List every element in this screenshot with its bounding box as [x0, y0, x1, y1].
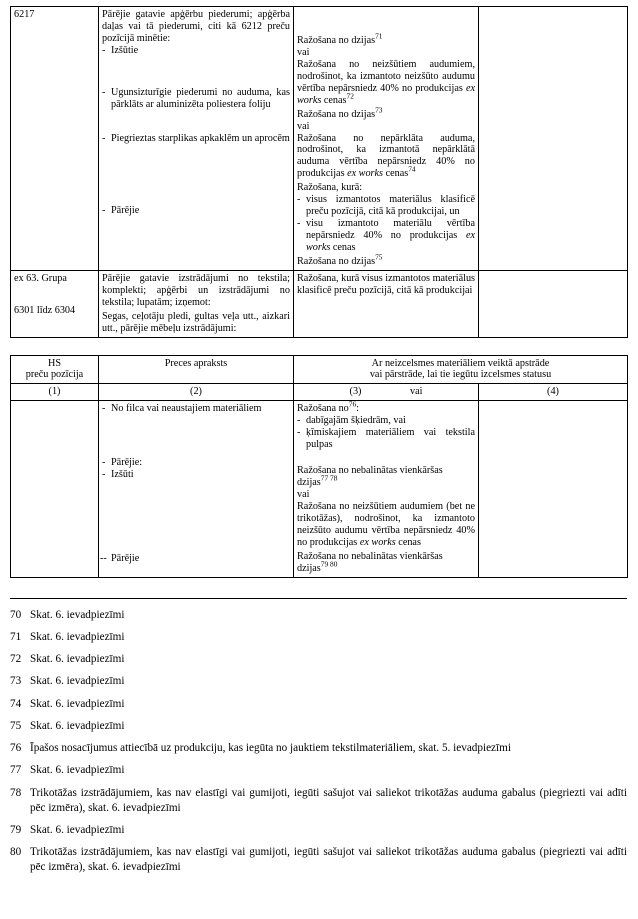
footnote-ref: 71	[375, 31, 383, 41]
list-item: - visus izmantotos materiālus klasificē preču pozīcijā, citā kā produkcijai, un	[297, 194, 475, 218]
description-cell	[99, 401, 294, 577]
table-row	[11, 7, 628, 271]
working-or-processing-cell	[294, 401, 479, 577]
working-or-processing-cell	[294, 7, 479, 271]
ex-works-term: ex works	[359, 536, 396, 548]
list-item: - Izšūtie	[102, 45, 290, 57]
footnote-text: Īpašos nosacījumus attiecībā uz produkciju, kas iegūta no jauktiem tekstilmateriāliem, skat. 5. ievadpiezīmi	[30, 742, 511, 755]
rule-block	[297, 551, 475, 575]
column-header-hs-line1: HS	[47, 357, 62, 369]
column-header-hs-line2: preču pozīcija	[25, 369, 84, 381]
footnote-ref: 75	[375, 252, 383, 262]
rule-block	[297, 252, 475, 268]
footnote-separator	[10, 598, 627, 599]
column-number-3-label: (3)	[349, 386, 362, 398]
footnote-number: 80	[10, 846, 22, 859]
footnote-text: Skat. 6. ievadpiezīmi	[30, 675, 125, 688]
footnote	[10, 674, 627, 689]
rule-lead: Ražošana, kurā:	[297, 182, 363, 194]
description-cell	[99, 270, 294, 337]
alternative-rule-cell	[479, 270, 628, 337]
footnote-ref: 74	[408, 164, 416, 174]
rule-block	[297, 182, 475, 254]
ex-works-term: ex works	[347, 168, 384, 180]
footnote-ref: 77 78	[320, 473, 338, 483]
footnote	[10, 741, 627, 756]
rule-lead: Ražošana no	[297, 403, 349, 415]
footnote-number: 76	[10, 742, 22, 755]
column-header-hs	[11, 355, 99, 384]
ex-works-term: ex works	[306, 230, 475, 253]
rule-block	[297, 399, 475, 451]
hs-code-cell	[11, 7, 99, 271]
column-header-description-label: Preces apraksts	[164, 357, 228, 369]
list-item: - dabīgajām šķiedrām, vai	[297, 415, 475, 427]
footnote-number: 72	[10, 653, 22, 666]
footnote	[10, 845, 627, 875]
column-header-processing-line2: vai pārstrāde, lai tie iegūtu izcelsmes statusu	[369, 369, 552, 381]
hs-code-cell	[11, 401, 99, 577]
column-header-processing	[294, 355, 628, 384]
footnotes-section	[10, 608, 627, 875]
table-row	[11, 270, 628, 337]
description-list	[102, 133, 290, 145]
footnote	[10, 823, 627, 838]
list-item: - Ugunsizturīgie piederumi no auduma, kas pārklāts ar aluminizēta poliestera foliju	[102, 87, 290, 111]
rule-block	[297, 105, 475, 181]
rules-of-origin-table-1	[10, 6, 628, 338]
description-list	[102, 205, 290, 217]
rule-text: Ražošana no nebalinātas vienkāršas dzijas	[297, 465, 443, 488]
rule-condition-tail: cenas	[395, 536, 421, 548]
column-header-processing-line1: Ar neizcelsmes materiāliem veiktā apstrāde	[371, 357, 550, 369]
table-header-row	[11, 355, 628, 384]
rule-condition-text: Ražošana no nepārklāta auduma, nodrošinot, ka izmantotā nepārklātā auduma vērtība nepārsniedz 40% no produkcijas	[297, 132, 475, 180]
footnote-number: 77	[10, 764, 22, 777]
footnote	[10, 608, 627, 623]
footnote	[10, 630, 627, 645]
rule-text: Ražošana no dzijas	[297, 255, 376, 267]
ex-works-term: ex works	[297, 82, 475, 106]
rule-condition-tail: cenas	[383, 168, 409, 180]
column-number-2: (2)	[99, 384, 294, 401]
list-item: - Piegrieztas starplikas apkaklēm un aprocēm	[102, 133, 290, 145]
rule-condition-text: Ražošana no neizšūtiem audumiem (bet ne trikotāžas), nodrošinot, ka izmantoto neizšūto audumu vērtība nepārsniedz 40% no produkcijas	[297, 500, 475, 548]
footnote-number: 79	[10, 823, 22, 836]
rule-text-alt: vai	[297, 488, 310, 500]
list-item: - ķīmiskajiem materiāliem vai tekstila pulpas	[297, 427, 475, 451]
hs-code: ex 63. Grupa	[14, 272, 67, 284]
description-text: Pārējie gatavie izstrādājumi no tekstila; komplekti; apģērbi un izstrādājumi no tekstila; lupatām; izņemot:	[102, 272, 290, 308]
footnote-number: 70	[10, 608, 22, 621]
description-list	[102, 45, 290, 57]
table-number-row	[11, 384, 628, 401]
footnote-text: Skat. 6. ievadpiezīmi	[30, 697, 125, 710]
footnote-ref: 79 80	[320, 559, 338, 569]
column-number-or-label: vai	[409, 386, 423, 398]
list-item: - Pārējie	[102, 205, 290, 217]
list-item: - Izšūti	[102, 469, 290, 481]
rule-text-alt: vai	[297, 120, 310, 132]
footnote	[10, 786, 627, 816]
footnote-number: 71	[10, 630, 22, 643]
rule-block	[297, 31, 475, 107]
footnote-number: 78	[10, 786, 22, 799]
footnote-number: 73	[10, 675, 22, 688]
table-row	[11, 401, 628, 577]
footnote-ref: 73	[375, 105, 383, 115]
alternative-rule-cell	[479, 7, 628, 271]
list-item: - visu izmantoto materiālu vērtība nepārsniedz 40% no produkcijas ex works cenas	[297, 218, 475, 254]
description-list	[102, 403, 290, 415]
rule-block	[297, 465, 475, 549]
rule-lead-colon: :	[356, 403, 360, 415]
footnote-text: Skat. 6. ievadpiezīmi	[30, 653, 125, 666]
description-list	[102, 457, 290, 481]
footnote-text: Skat. 6. ievadpiezīmi	[30, 764, 125, 777]
footnote-text: Skat. 6. ievadpiezīmi	[30, 608, 125, 621]
footnote	[10, 697, 627, 712]
footnote-text: Trikotāžas izstrādājumiem, kas nav elastīgi vai gumijoti, iegūti sašujot vai saliekot trikotāžas auduma gabalus (piegriezti vai adīti pēc izmēra), skat. 6. ievadpiezīmi	[30, 846, 627, 873]
hs-code-secondary: 6301 līdz 6304	[14, 304, 76, 316]
footnote-number: 74	[10, 697, 22, 710]
footnote	[10, 652, 627, 667]
column-number-4: (4)	[479, 384, 628, 401]
hs-code: 6217	[14, 9, 35, 20]
description-cell	[99, 7, 294, 271]
rule-bullet-list	[297, 415, 475, 451]
footnote-ref: 72	[346, 91, 354, 101]
footnote-text: Skat. 6. ievadpiezīmi	[30, 630, 125, 643]
rule-text: Ražošana, kurā visus izmantotos materiālus klasificē preču pozīcijā, citā kā produkcijai	[297, 272, 475, 296]
list-item: - Pārējie:	[102, 457, 290, 469]
footnote	[10, 763, 627, 778]
footnote-text: Skat. 6. ievadpiezīmi	[30, 719, 125, 732]
description-intro: Pārējie gatavie apģērbu piederumi; apģērba daļas vai tā piederumi, citi kā 6212 preču pozīcijā minētie:	[102, 9, 290, 44]
description-text-secondary: Segas, ceļotāju pledi, gultas veļa utt., aizkari utt., pārējie mēbeļu izstrādājumi:	[102, 310, 290, 334]
rule-text: Ražošana no dzijas	[297, 35, 376, 46]
rule-text-condition	[297, 133, 475, 181]
rule-text: Ražošana no dzijas	[297, 108, 376, 120]
rule-condition-tail: cenas	[321, 94, 347, 106]
footnote-number: 75	[10, 719, 22, 732]
description-list	[102, 553, 290, 565]
footnote	[10, 719, 627, 734]
list-item: - No filca vai neaustajiem materiāliem	[102, 403, 290, 415]
footnote-ref: 76	[348, 399, 357, 409]
description-list	[102, 87, 290, 111]
rule-bullet-list	[297, 194, 475, 254]
column-number-1: (1)	[11, 384, 99, 401]
column-number-3	[294, 384, 479, 401]
footnote-text: Trikotāžas izstrādājumiem, kas nav elastīgi vai gumijoti, iegūti sašujot vai saliekot trikotāžas auduma gabalus (piegriezti vai adīti pēc izmēra), skat. 6. ievadpiezīmi	[30, 786, 627, 814]
list-item: -- Pārējie	[102, 553, 290, 565]
footnote-text: Skat. 6. ievadpiezīmi	[30, 823, 125, 836]
alternative-rule-cell	[479, 401, 628, 577]
column-header-description	[99, 355, 294, 384]
working-or-processing-cell	[294, 270, 479, 337]
hs-code-cell	[11, 270, 99, 337]
rule-text-alt: vai	[297, 46, 310, 58]
rules-of-origin-table-2	[10, 355, 628, 578]
rule-text: Ražošana no nebalinātas vienkāršas dzijas	[297, 550, 443, 574]
rule-text-condition	[297, 501, 475, 549]
rule-condition-text: Ražošana no neizšūtiem audumiem, nodrošinot, ka izmantoto neizšūto audumu vērtība nepārsniedz 40% no produkcijas	[297, 58, 475, 94]
rule-text-condition	[297, 59, 475, 107]
